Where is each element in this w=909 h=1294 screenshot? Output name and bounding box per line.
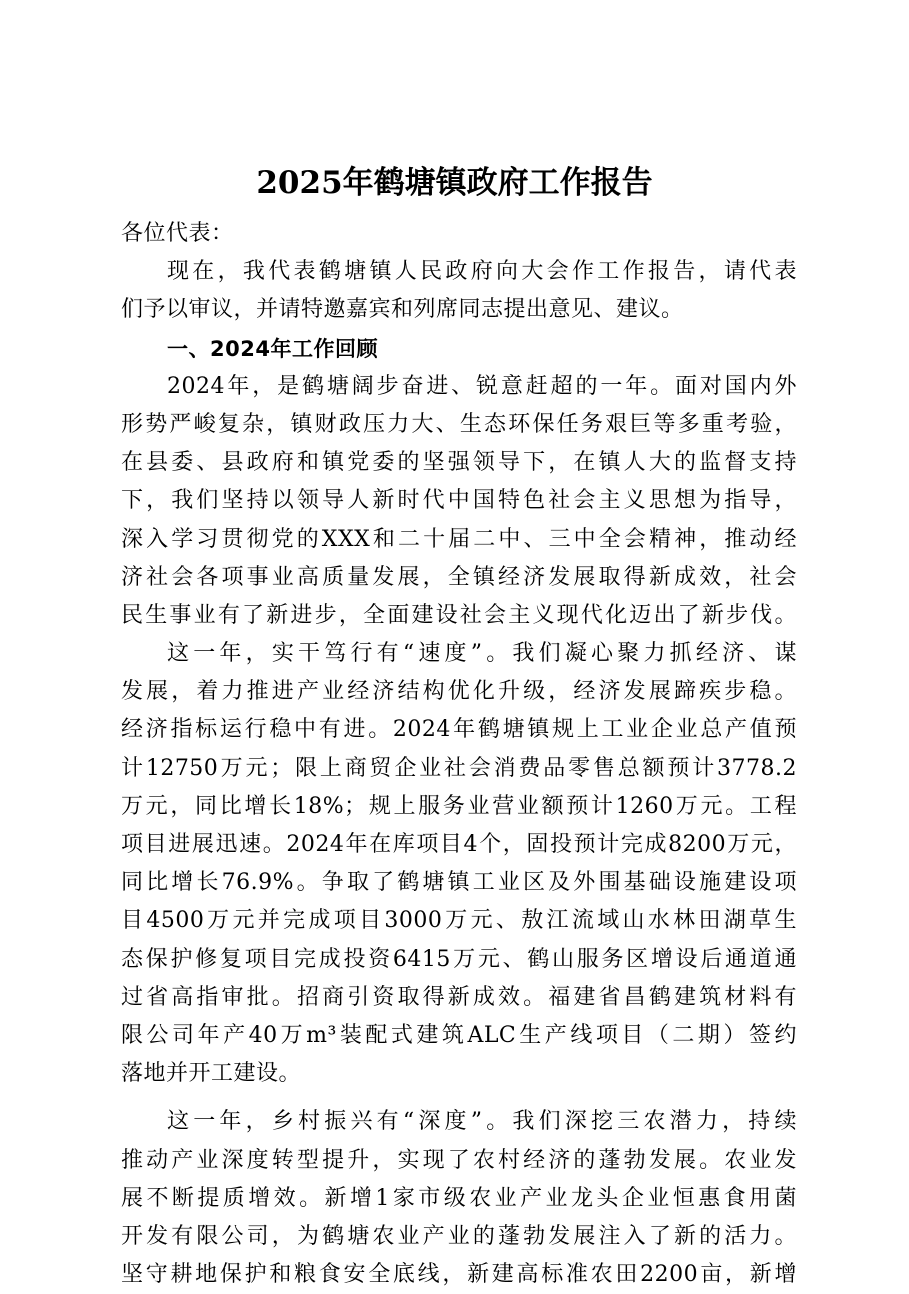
section-heading: 一、2024年工作回顾	[167, 336, 378, 361]
paragraph-line: 同比增长76.9%。争取了鹤塘镇工业区及外围基础设施建设项	[121, 870, 797, 896]
paragraph-line: 下，我们坚持以领导人新时代中国特色社会主义思想为指导，	[121, 488, 797, 514]
salutation: 各位代表：	[121, 221, 234, 246]
paragraph-line: 开发有限公司，为鹤塘农业产业的蓬勃发展注入了新的活力。	[121, 1223, 797, 1249]
paragraph-line: 发展，着力推进产业经济结构优化升级，经济发展蹄疾步稳。	[121, 679, 797, 705]
paragraph-line: 项目进展迅速。2024年在库项目4个，固投预计完成8200万元，	[121, 832, 797, 857]
document-title: 2025年鹤塘镇政府工作报告	[256, 165, 653, 201]
paragraph-line: 济社会各项事业高质量发展，全镇经济发展取得新成效，社会	[121, 564, 797, 590]
paragraph-line: 在县委、县政府和镇党委的坚强领导下，在镇人大的监督支持	[121, 450, 797, 476]
paragraph-line: 态保护修复项目完成投资6415万元、鹤山服务区增设后通道通	[121, 946, 797, 972]
paragraph-line: 限公司年产40万m³装配式建筑ALC生产线项目（二期）签约	[121, 1022, 797, 1048]
paragraph-line: 计12750万元；限上商贸企业社会消费品零售总额预计3778.2	[121, 755, 797, 781]
intro-line: 们予以审议，并请特邀嘉宾和列席同志提出意见、建议。	[121, 297, 684, 323]
paragraph-line: 这一年，乡村振兴有“深度”。我们深挖三农潜力，持续	[167, 1109, 797, 1135]
paragraph-line: 过省高指审批。招商引资取得新成效。福建省昌鹤建筑材料有	[121, 984, 797, 1010]
paragraph-line: 深入学习贯彻党的XXX和二十届二中、三中全会精神，推动经	[121, 526, 797, 552]
paragraph-line: 民生事业有了新进步，全面建设社会主义现代化迈出了新步伐。	[121, 602, 797, 628]
paragraph-line: 2024年，是鹤塘阔步奋进、锐意赶超的一年。面对国内外	[167, 373, 797, 399]
document-body	[121, 215, 797, 1294]
paragraph-gap	[121, 1093, 797, 1103]
paragraph-line: 万元，同比增长18%；规上服务业营业额预计1260万元。工程	[121, 793, 797, 819]
paragraph-line: 经济指标运行稳中有进。2024年鹤塘镇规上工业企业总产值预	[121, 717, 797, 743]
paragraph-line: 展不断提质增效。新增1家市级农业产业龙头企业恒惠食用菌	[121, 1185, 797, 1211]
paragraph-line: 形势严峻复杂，镇财政压力大、生态环保任务艰巨等多重考验，	[121, 411, 797, 437]
paragraph-line: 坚守耕地保护和粮食安全底线，新建高标准农田2200亩，新增	[121, 1262, 797, 1288]
paragraph-line: 这一年，实干笃行有“速度”。我们凝心聚力抓经济、谋	[167, 641, 797, 667]
paragraph-line: 目4500万元并完成项目3000万元、敖江流域山水林田湖草生	[121, 908, 797, 934]
intro-line: 现在，我代表鹤塘镇人民政府向大会作工作报告，请代表	[167, 259, 797, 285]
paragraph-line: 落地并开工建设。	[121, 1061, 302, 1087]
paragraph-line: 推动产业深度转型提升，实现了农村经济的蓬勃发展。农业发	[121, 1147, 797, 1173]
